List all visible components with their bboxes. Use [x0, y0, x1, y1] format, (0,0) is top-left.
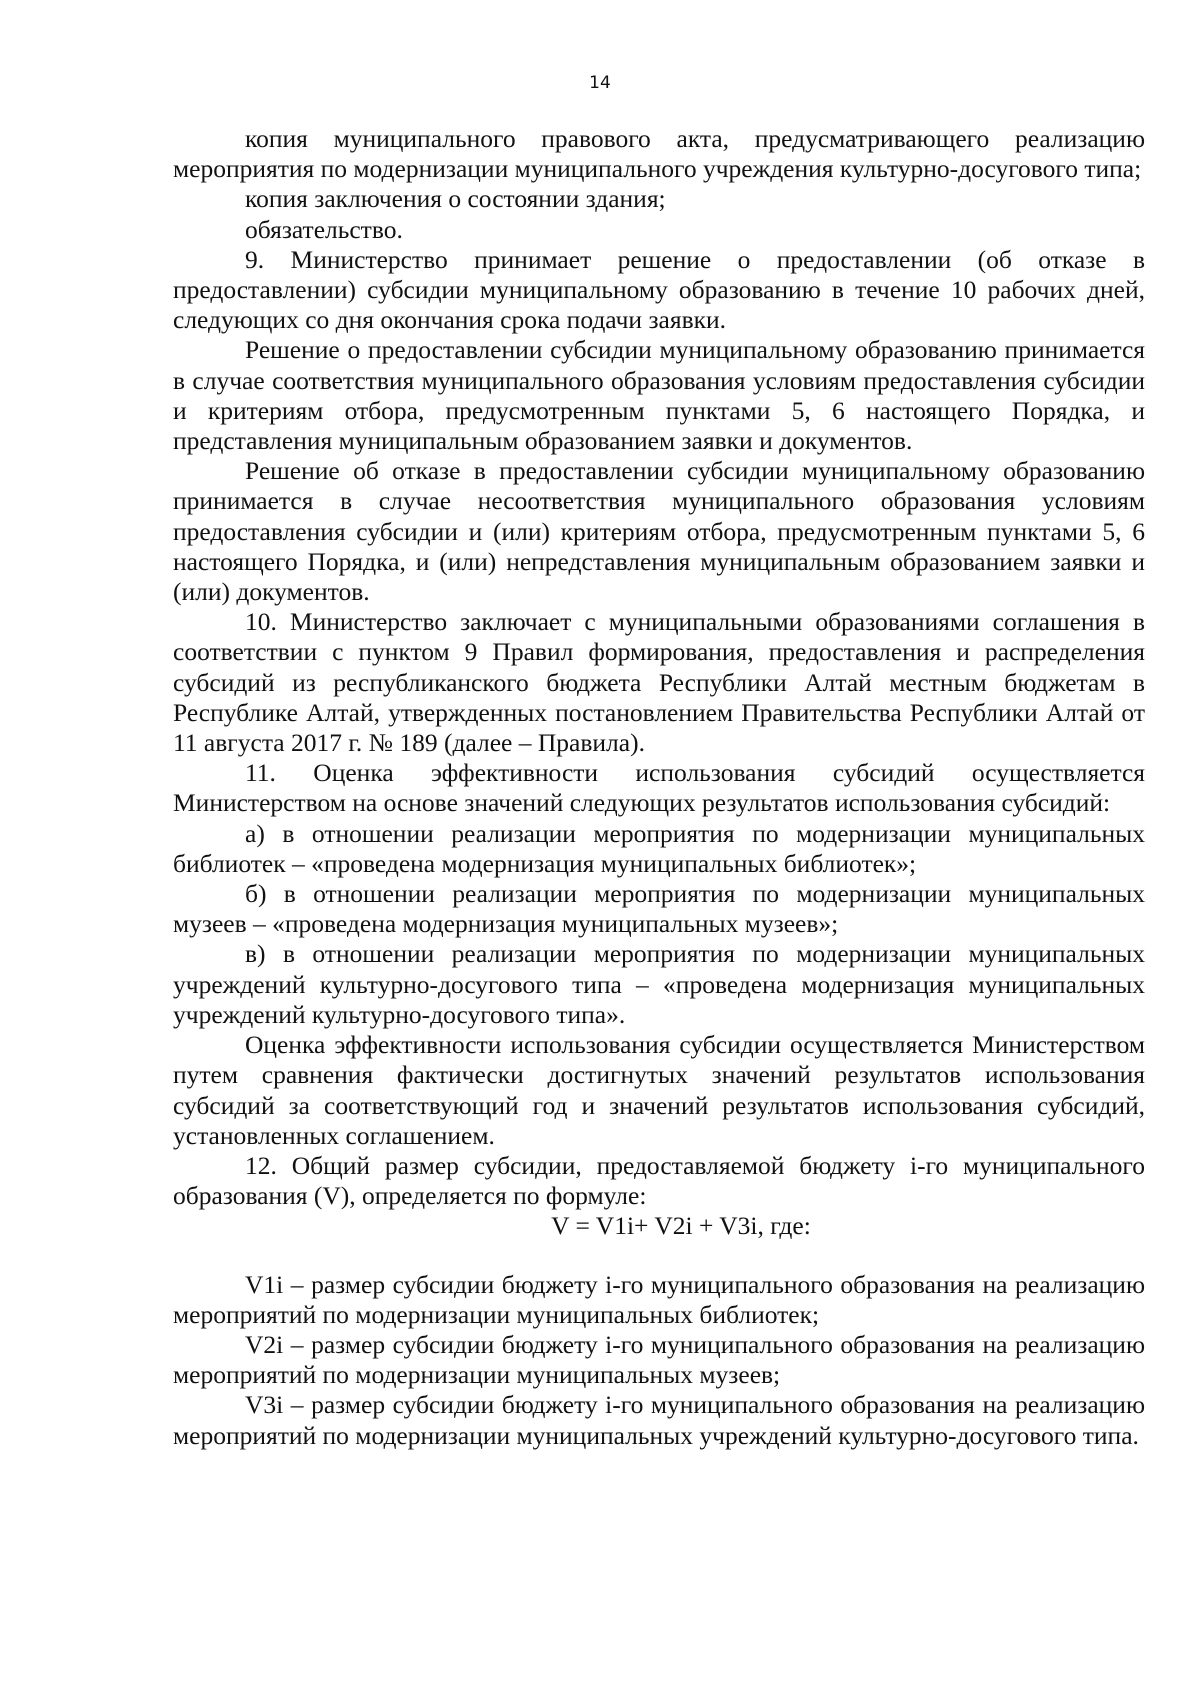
- paragraph-item-c-cultural-institutions: в) в отношении реализации мероприятия по модернизации муниципальных учреждений культурно-досугового типа – «проведена модернизация муниципальных учреждений культурно-досугового типа».: [173, 939, 1145, 1029]
- paragraph-legal-act-copy: копия муниципального правового акта, предусматривающего реализацию мероприятия по модернизации муниципального учреждения культурно-досугового типа;: [173, 124, 1145, 184]
- paragraph-v1i-definition: V1i – размер субсидии бюджету i-го муниципального образования на реализацию мероприятий по модернизации муниципальных библиотек;: [173, 1269, 1145, 1329]
- paragraph-clause-10: 10. Министерство заключает с муниципальными образованиями соглашения в соответствии с пунктом 9 Правил формирования, предоставления и распределения субсидий из республиканского бюджета Республики Алтай местным бюджетам в Республике Алтай, утвержденных постановлением Правительства Республики Алтай от 11 августа 2017 г. № 189 (далее – Правила).: [173, 607, 1145, 758]
- formula-spacer: [173, 1242, 1145, 1270]
- paragraph-clause-11: 11. Оценка эффективности использования субсидий осуществляется Министерством на основе значений следующих результатов использования субсидий:: [173, 758, 1145, 818]
- paragraph-refusal-decision: Решение об отказе в предоставлении субсидии муниципальному образованию принимается в случае несоответствия муниципального образования условиям предоставления субсидии и (или) критериям отбора, предусмотренным пунктами 5, 6 настоящего Порядка, и (или) непредставления муниципальным образованием заявки и (или) документов.: [173, 456, 1145, 607]
- paragraph-item-b-museums: б) в отношении реализации мероприятия по модернизации муниципальных музеев – «проведена модернизация муниципальных музеев»;: [173, 879, 1145, 939]
- paragraph-item-a-libraries: а) в отношении реализации мероприятия по модернизации муниципальных библиотек – «проведена модернизация муниципальных библиотек»;: [173, 818, 1145, 878]
- document-body: [173, 124, 1145, 1451]
- paragraph-obligation: обязательство.: [245, 214, 403, 244]
- paragraph-approval-decision: Решение о предоставлении субсидии муниципальному образованию принимается в случае соответствия муниципального образования условиям предоставления субсидии и критериям отбора, предусмотренным пунктами 5, 6 настоящего Порядка, и представления муниципальным образованием заявки и документов.: [173, 335, 1145, 456]
- paragraph-clause-9: 9. Министерство принимает решение о предоставлении (об отказе в предоставлении) субсидии муниципальному образованию в течение 10 рабочих дней, следующих со дня окончания срока подачи заявки.: [173, 244, 1145, 335]
- subsidy-formula: V = V1i+ V2i + V3i, где:: [551, 1211, 811, 1241]
- paragraph-clause-12: 12. Общий размер субсидии, предоставляемой бюджету i-го муниципального образования (V), определяется по формуле:: [173, 1150, 1145, 1211]
- paragraph-v2i-definition: V2i – размер субсидии бюджету i-го муниципального образования на реализацию мероприятий по модернизации муниципальных музеев;: [173, 1329, 1145, 1390]
- paragraph-efficiency-assessment: Оценка эффективности использования субсидии осуществляется Министерством путем сравнения фактически достигнутых значений результатов использования субсидий за соответствующий год и значений результатов использования субсидий, установленных соглашением.: [173, 1030, 1145, 1150]
- paragraph-v3i-definition: V3i – размер субсидии бюджету i-го муниципального образования на реализацию мероприятий по модернизации муниципальных учреждений культурно-досугового типа.: [173, 1390, 1145, 1450]
- page-number: 14: [589, 73, 611, 93]
- paragraph-building-conclusion-copy: копия заключения о состоянии здания;: [245, 184, 666, 214]
